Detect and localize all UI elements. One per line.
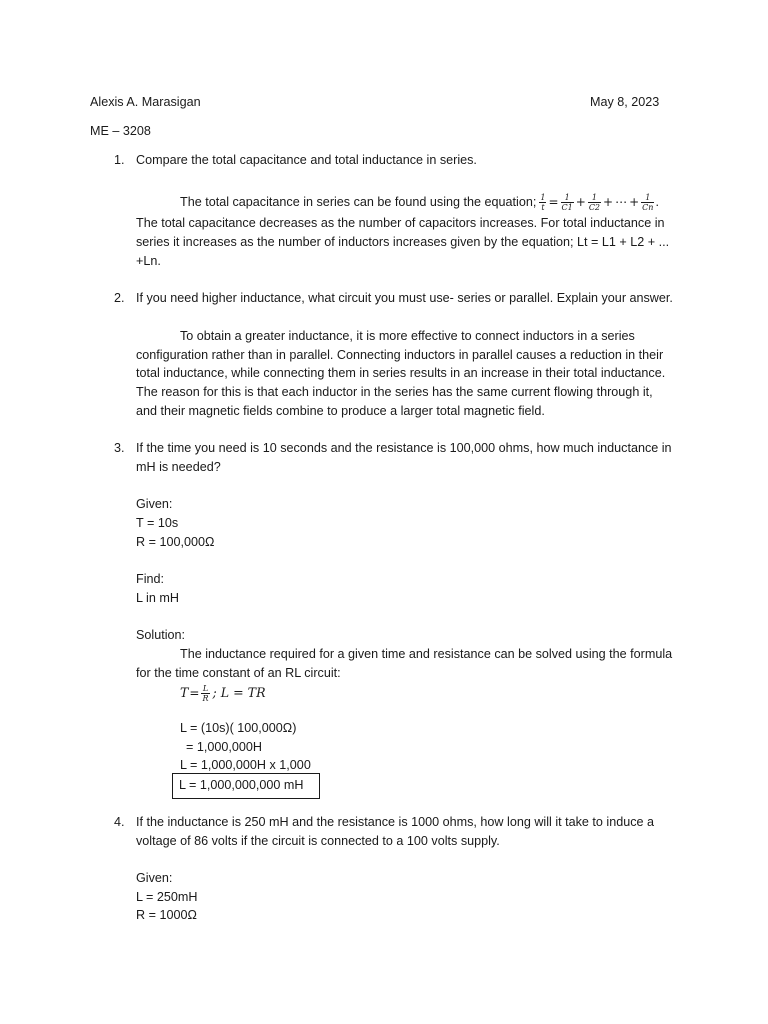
- q3-given-resistance: R = 100,000Ω: [136, 535, 215, 549]
- formula-fraction: [201, 684, 209, 703]
- q1-answer-line-2: series it increases as the number of inductors increases given by the equation; Lt = L1 + L2 + ...: [136, 235, 670, 249]
- q2-answer-line-3: total inductance, while connecting them in series results in an increase in their total inductance.: [136, 366, 666, 380]
- q4-given-inductance: L = 250mH: [136, 890, 198, 904]
- author-name: Alexis A. Marasigan: [90, 95, 201, 109]
- q3-solution-label: Solution:: [136, 628, 186, 642]
- q3-find-label: Find:: [136, 572, 164, 586]
- eq-lhs-fraction: [539, 193, 546, 212]
- q1-answer-lead: The total capacitance in series can be found using the equation;: [180, 195, 537, 210]
- equals-sign: =: [548, 195, 559, 210]
- q3-result: L = 1,000,000,000 mH: [179, 778, 304, 792]
- q3-given-time: T = 10s: [136, 516, 179, 530]
- formula-num: L: [202, 684, 209, 693]
- formula-rest: ; L = TR: [212, 685, 266, 701]
- eq-term-2: [588, 193, 601, 212]
- formula-den: R: [202, 694, 209, 703]
- eq-term-1: [561, 193, 574, 212]
- q3-question-line-2: mH is needed?: [136, 460, 221, 474]
- q3-solution-line-1: The inductance required for a given time and resistance can be solved using the formula: [180, 647, 673, 661]
- q4-given-resistance: R = 1000Ω: [136, 908, 197, 922]
- q1-answer-line-1: The total capacitance decreases as the number of capacitors increases. For total inductance in: [136, 216, 665, 230]
- q2-answer-line-1: To obtain a greater inductance, it is more effective to connect inductors in a series: [180, 329, 635, 343]
- q4-question-line-2: voltage of 86 volts if the circuit is connected to a 100 volts supply.: [136, 834, 500, 848]
- q2-answer-line-4: The reason for this is that each inductor in the series has the same current flowing through it,: [136, 385, 653, 399]
- ellipsis: ⋯: [615, 195, 628, 210]
- q3-calc-line-1: L = (10s)( 100,000Ω): [180, 721, 297, 735]
- course-code: ME – 3208: [90, 124, 151, 138]
- q3-solution-line-2: for the time constant of an RL circuit:: [136, 666, 341, 680]
- formula-T: T: [180, 685, 189, 701]
- eq-term-n-num: 1: [641, 193, 654, 203]
- q3-given-label: Given:: [136, 497, 173, 511]
- q1-equation-line: [180, 193, 659, 212]
- q3-calc-line-2: = 1,000,000H: [186, 740, 262, 754]
- q4-question-line-1: If the inductance is 250 mH and the resistance is 1000 ohms, how long will it take to induce a: [136, 815, 655, 829]
- eq-term-1-num: 1: [561, 193, 574, 203]
- q3-find-value: L in mH: [136, 591, 179, 605]
- q1-number: 1.: [114, 153, 125, 167]
- q3-calc-line-3: L = 1,000,000H x 1,000: [180, 758, 311, 772]
- period: .: [655, 195, 659, 210]
- equals-sign: =: [189, 686, 200, 701]
- q4-given-label: Given:: [136, 871, 173, 885]
- q3-number: 3.: [114, 441, 125, 455]
- q3-question-line-1: If the time you need is 10 seconds and the resistance is 100,000 ohms, how much inductance in: [136, 441, 672, 455]
- plus-sign: +: [629, 195, 640, 210]
- eq-term-1-den: C1: [561, 203, 573, 212]
- q2-answer-line-5: and their magnetic fields combine to produce a larger total magnetic field.: [136, 404, 545, 418]
- q2-number: 2.: [114, 291, 125, 305]
- plus-sign: +: [603, 195, 614, 210]
- eq-term-2-num: 1: [588, 193, 601, 203]
- q4-number: 4.: [114, 815, 125, 829]
- eq-term-n-den: Cn: [642, 203, 654, 212]
- q3-formula: [180, 684, 266, 703]
- eq-lhs-num: 1: [540, 193, 546, 202]
- plus-sign: +: [575, 195, 586, 210]
- eq-term-n: [641, 193, 654, 212]
- eq-term-2-den: C2: [588, 203, 601, 212]
- eq-lhs-den: t: [541, 203, 545, 212]
- q2-question: If you need higher inductance, what circuit you must use- series or parallel. Explain your answer.: [136, 291, 673, 305]
- q2-answer-line-2: configuration rather than in parallel. Connecting inductors in parallel causes a reduction in their: [136, 348, 664, 362]
- q1-question: Compare the total capacitance and total inductance in series.: [136, 153, 477, 167]
- document-date: May 8, 2023: [590, 95, 660, 109]
- q1-answer-line-3: +Ln.: [136, 254, 161, 268]
